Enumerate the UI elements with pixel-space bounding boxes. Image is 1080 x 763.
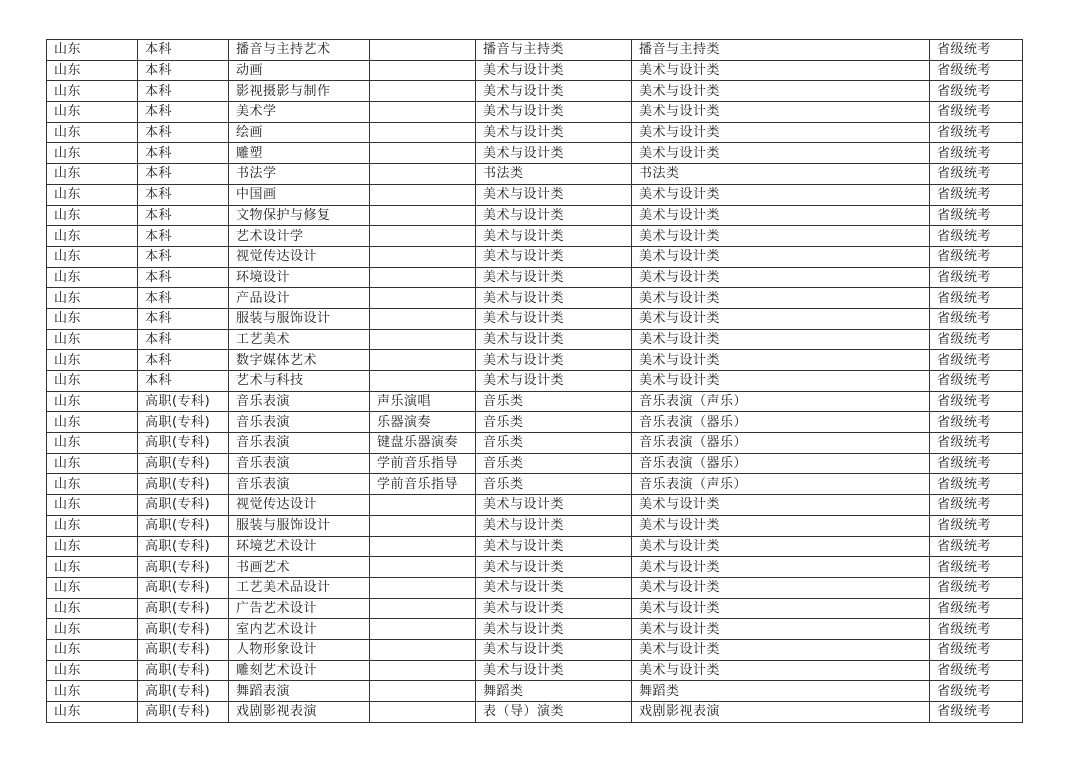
exam-category-cell: 美术与设计类 <box>476 122 632 143</box>
level-cell: 本科 <box>138 184 229 205</box>
exam-form-cell: 省级统考 <box>930 205 1023 226</box>
table-row <box>47 246 1023 267</box>
direction-cell <box>370 702 476 723</box>
level-cell: 高职(专科) <box>138 536 229 557</box>
province-cell: 山东 <box>47 474 138 495</box>
table-row <box>47 184 1023 205</box>
exam-form-cell: 省级统考 <box>930 433 1023 454</box>
exam-form-cell: 省级统考 <box>930 536 1023 557</box>
level-cell: 本科 <box>138 288 229 309</box>
level-cell: 高职(专科) <box>138 702 229 723</box>
major-cell: 音乐表演 <box>229 474 370 495</box>
exam-category-cell: 美术与设计类 <box>476 598 632 619</box>
table-row <box>47 453 1023 474</box>
level-cell: 本科 <box>138 350 229 371</box>
table-row <box>47 122 1023 143</box>
exam-category-cell: 美术与设计类 <box>476 60 632 81</box>
major-cell: 人物形象设计 <box>229 639 370 660</box>
direction-cell <box>370 81 476 102</box>
major-cell: 工艺美术 <box>229 329 370 350</box>
table-row <box>47 143 1023 164</box>
table-row <box>47 164 1023 185</box>
table-body <box>47 40 1023 723</box>
exam-type-cell: 美术与设计类 <box>632 639 930 660</box>
exam-form-cell: 省级统考 <box>930 329 1023 350</box>
exam-type-cell: 美术与设计类 <box>632 619 930 640</box>
table-row <box>47 267 1023 288</box>
level-cell: 本科 <box>138 60 229 81</box>
exam-category-cell: 美术与设计类 <box>476 288 632 309</box>
exam-category-cell: 美术与设计类 <box>476 557 632 578</box>
province-cell: 山东 <box>47 702 138 723</box>
province-cell: 山东 <box>47 412 138 433</box>
province-cell: 山东 <box>47 246 138 267</box>
exam-category-cell: 美术与设计类 <box>476 184 632 205</box>
province-cell: 山东 <box>47 308 138 329</box>
direction-cell <box>370 102 476 123</box>
direction-cell <box>370 288 476 309</box>
direction-cell <box>370 639 476 660</box>
major-cell: 书画艺术 <box>229 557 370 578</box>
province-cell: 山东 <box>47 660 138 681</box>
major-cell: 中国画 <box>229 184 370 205</box>
province-cell: 山东 <box>47 577 138 598</box>
table-row <box>47 433 1023 454</box>
major-cell: 音乐表演 <box>229 453 370 474</box>
level-cell: 高职(专科) <box>138 681 229 702</box>
level-cell: 高职(专科) <box>138 495 229 516</box>
exam-type-cell: 美术与设计类 <box>632 350 930 371</box>
major-cell: 工艺美术品设计 <box>229 577 370 598</box>
major-cell: 美术学 <box>229 102 370 123</box>
exam-form-cell: 省级统考 <box>930 598 1023 619</box>
exam-category-cell: 舞蹈类 <box>476 681 632 702</box>
exam-form-cell: 省级统考 <box>930 246 1023 267</box>
exam-type-cell: 美术与设计类 <box>632 495 930 516</box>
level-cell: 高职(专科) <box>138 660 229 681</box>
exam-form-cell: 省级统考 <box>930 288 1023 309</box>
exam-type-cell: 美术与设计类 <box>632 267 930 288</box>
exam-type-cell: 美术与设计类 <box>632 184 930 205</box>
direction-cell <box>370 205 476 226</box>
direction-cell <box>370 536 476 557</box>
exam-type-cell: 音乐表演（器乐） <box>632 412 930 433</box>
direction-cell: 学前音乐指导 <box>370 453 476 474</box>
exam-type-cell: 播音与主持类 <box>632 40 930 61</box>
exam-type-cell: 音乐表演（器乐） <box>632 453 930 474</box>
exam-category-cell: 美术与设计类 <box>476 143 632 164</box>
table-row <box>47 205 1023 226</box>
province-cell: 山东 <box>47 288 138 309</box>
exam-form-cell: 省级统考 <box>930 681 1023 702</box>
major-cell: 室内艺术设计 <box>229 619 370 640</box>
direction-cell <box>370 40 476 61</box>
province-cell: 山东 <box>47 122 138 143</box>
exam-form-cell: 省级统考 <box>930 267 1023 288</box>
level-cell: 高职(专科) <box>138 453 229 474</box>
exam-type-cell: 音乐表演（声乐） <box>632 391 930 412</box>
exam-form-cell: 省级统考 <box>930 577 1023 598</box>
exam-type-cell: 美术与设计类 <box>632 205 930 226</box>
province-cell: 山东 <box>47 102 138 123</box>
direction-cell <box>370 164 476 185</box>
exam-category-cell: 美术与设计类 <box>476 246 632 267</box>
exam-form-cell: 省级统考 <box>930 619 1023 640</box>
major-cell: 艺术设计学 <box>229 226 370 247</box>
direction-cell <box>370 371 476 392</box>
province-cell: 山东 <box>47 557 138 578</box>
table-row <box>47 350 1023 371</box>
exam-category-cell: 美术与设计类 <box>476 205 632 226</box>
exam-form-cell: 省级统考 <box>930 308 1023 329</box>
exam-form-cell: 省级统考 <box>930 81 1023 102</box>
direction-cell <box>370 143 476 164</box>
major-cell: 广告艺术设计 <box>229 598 370 619</box>
level-cell: 高职(专科) <box>138 412 229 433</box>
table-row <box>47 412 1023 433</box>
major-cell: 音乐表演 <box>229 391 370 412</box>
direction-cell: 声乐演唱 <box>370 391 476 412</box>
province-cell: 山东 <box>47 143 138 164</box>
table-row <box>47 102 1023 123</box>
major-cell: 视觉传达设计 <box>229 495 370 516</box>
major-cell: 书法学 <box>229 164 370 185</box>
major-cell: 舞蹈表演 <box>229 681 370 702</box>
table-row <box>47 619 1023 640</box>
level-cell: 高职(专科) <box>138 577 229 598</box>
province-cell: 山东 <box>47 681 138 702</box>
exam-form-cell: 省级统考 <box>930 391 1023 412</box>
major-cell: 文物保护与修复 <box>229 205 370 226</box>
exam-category-cell: 美术与设计类 <box>476 536 632 557</box>
level-cell: 高职(专科) <box>138 515 229 536</box>
province-cell: 山东 <box>47 536 138 557</box>
major-category-table <box>46 39 1023 723</box>
exam-form-cell: 省级统考 <box>930 371 1023 392</box>
level-cell: 本科 <box>138 205 229 226</box>
level-cell: 本科 <box>138 308 229 329</box>
province-cell: 山东 <box>47 495 138 516</box>
province-cell: 山东 <box>47 267 138 288</box>
exam-category-cell: 美术与设计类 <box>476 577 632 598</box>
exam-category-cell: 音乐类 <box>476 453 632 474</box>
exam-form-cell: 省级统考 <box>930 702 1023 723</box>
direction-cell <box>370 515 476 536</box>
table-row <box>47 681 1023 702</box>
level-cell: 高职(专科) <box>138 619 229 640</box>
exam-category-cell: 音乐类 <box>476 433 632 454</box>
exam-form-cell: 省级统考 <box>930 350 1023 371</box>
exam-type-cell: 美术与设计类 <box>632 143 930 164</box>
level-cell: 本科 <box>138 329 229 350</box>
exam-category-cell: 播音与主持类 <box>476 40 632 61</box>
direction-cell <box>370 184 476 205</box>
direction-cell <box>370 122 476 143</box>
level-cell: 高职(专科) <box>138 474 229 495</box>
exam-category-cell: 美术与设计类 <box>476 308 632 329</box>
exam-type-cell: 美术与设计类 <box>632 329 930 350</box>
major-cell: 产品设计 <box>229 288 370 309</box>
direction-cell <box>370 267 476 288</box>
major-cell: 戏剧影视表演 <box>229 702 370 723</box>
table-row <box>47 660 1023 681</box>
exam-type-cell: 美术与设计类 <box>632 81 930 102</box>
exam-form-cell: 省级统考 <box>930 102 1023 123</box>
table-row <box>47 495 1023 516</box>
direction-cell <box>370 619 476 640</box>
exam-category-cell: 音乐类 <box>476 474 632 495</box>
major-cell: 环境设计 <box>229 267 370 288</box>
exam-form-cell: 省级统考 <box>930 474 1023 495</box>
province-cell: 山东 <box>47 433 138 454</box>
level-cell: 本科 <box>138 102 229 123</box>
direction-cell <box>370 60 476 81</box>
direction-cell: 乐器演奏 <box>370 412 476 433</box>
direction-cell: 键盘乐器演奏 <box>370 433 476 454</box>
exam-form-cell: 省级统考 <box>930 40 1023 61</box>
exam-type-cell: 舞蹈类 <box>632 681 930 702</box>
table-row <box>47 308 1023 329</box>
exam-category-cell: 美术与设计类 <box>476 639 632 660</box>
major-cell: 绘画 <box>229 122 370 143</box>
province-cell: 山东 <box>47 515 138 536</box>
exam-category-cell: 美术与设计类 <box>476 329 632 350</box>
exam-type-cell: 美术与设计类 <box>632 308 930 329</box>
direction-cell <box>370 308 476 329</box>
exam-type-cell: 戏剧影视表演 <box>632 702 930 723</box>
province-cell: 山东 <box>47 81 138 102</box>
exam-type-cell: 音乐表演（声乐） <box>632 474 930 495</box>
level-cell: 高职(专科) <box>138 598 229 619</box>
level-cell: 高职(专科) <box>138 433 229 454</box>
major-cell: 环境艺术设计 <box>229 536 370 557</box>
province-cell: 山东 <box>47 60 138 81</box>
major-cell: 播音与主持艺术 <box>229 40 370 61</box>
province-cell: 山东 <box>47 598 138 619</box>
exam-form-cell: 省级统考 <box>930 557 1023 578</box>
level-cell: 高职(专科) <box>138 639 229 660</box>
exam-form-cell: 省级统考 <box>930 412 1023 433</box>
exam-category-cell: 书法类 <box>476 164 632 185</box>
level-cell: 本科 <box>138 371 229 392</box>
table-row <box>47 577 1023 598</box>
table-row <box>47 329 1023 350</box>
table-row <box>47 598 1023 619</box>
exam-type-cell: 美术与设计类 <box>632 226 930 247</box>
exam-form-cell: 省级统考 <box>930 60 1023 81</box>
exam-form-cell: 省级统考 <box>930 660 1023 681</box>
exam-form-cell: 省级统考 <box>930 495 1023 516</box>
table-row <box>47 474 1023 495</box>
table-row <box>47 371 1023 392</box>
table-row <box>47 226 1023 247</box>
exam-type-cell: 美术与设计类 <box>632 60 930 81</box>
exam-type-cell: 美术与设计类 <box>632 515 930 536</box>
table-row <box>47 639 1023 660</box>
table-row <box>47 536 1023 557</box>
direction-cell <box>370 329 476 350</box>
major-cell: 视觉传达设计 <box>229 246 370 267</box>
level-cell: 本科 <box>138 143 229 164</box>
direction-cell <box>370 350 476 371</box>
exam-type-cell: 美术与设计类 <box>632 598 930 619</box>
province-cell: 山东 <box>47 164 138 185</box>
province-cell: 山东 <box>47 391 138 412</box>
exam-category-cell: 美术与设计类 <box>476 495 632 516</box>
direction-cell <box>370 681 476 702</box>
exam-category-cell: 表（导）演类 <box>476 702 632 723</box>
exam-category-cell: 美术与设计类 <box>476 515 632 536</box>
exam-category-cell: 美术与设计类 <box>476 350 632 371</box>
exam-category-cell: 美术与设计类 <box>476 102 632 123</box>
table-row <box>47 40 1023 61</box>
exam-form-cell: 省级统考 <box>930 453 1023 474</box>
level-cell: 本科 <box>138 267 229 288</box>
level-cell: 本科 <box>138 122 229 143</box>
province-cell: 山东 <box>47 639 138 660</box>
major-cell: 雕刻艺术设计 <box>229 660 370 681</box>
exam-form-cell: 省级统考 <box>930 184 1023 205</box>
major-cell: 影视摄影与制作 <box>229 81 370 102</box>
exam-category-cell: 美术与设计类 <box>476 226 632 247</box>
table-row <box>47 515 1023 536</box>
table-row <box>47 288 1023 309</box>
direction-cell <box>370 598 476 619</box>
major-cell: 雕塑 <box>229 143 370 164</box>
direction-cell <box>370 557 476 578</box>
level-cell: 本科 <box>138 246 229 267</box>
major-cell: 艺术与科技 <box>229 371 370 392</box>
exam-type-cell: 书法类 <box>632 164 930 185</box>
document-page <box>46 39 1023 723</box>
exam-type-cell: 美术与设计类 <box>632 557 930 578</box>
table-row <box>47 557 1023 578</box>
exam-form-cell: 省级统考 <box>930 122 1023 143</box>
province-cell: 山东 <box>47 205 138 226</box>
level-cell: 本科 <box>138 164 229 185</box>
level-cell: 高职(专科) <box>138 391 229 412</box>
exam-form-cell: 省级统考 <box>930 515 1023 536</box>
exam-type-cell: 美术与设计类 <box>632 122 930 143</box>
table-row <box>47 391 1023 412</box>
province-cell: 山东 <box>47 40 138 61</box>
exam-type-cell: 美术与设计类 <box>632 288 930 309</box>
exam-category-cell: 音乐类 <box>476 391 632 412</box>
exam-category-cell: 美术与设计类 <box>476 267 632 288</box>
exam-type-cell: 美术与设计类 <box>632 536 930 557</box>
province-cell: 山东 <box>47 453 138 474</box>
exam-form-cell: 省级统考 <box>930 639 1023 660</box>
exam-type-cell: 美术与设计类 <box>632 102 930 123</box>
major-cell: 音乐表演 <box>229 433 370 454</box>
major-cell: 音乐表演 <box>229 412 370 433</box>
level-cell: 本科 <box>138 81 229 102</box>
exam-form-cell: 省级统考 <box>930 164 1023 185</box>
major-cell: 动画 <box>229 60 370 81</box>
province-cell: 山东 <box>47 371 138 392</box>
level-cell: 高职(专科) <box>138 557 229 578</box>
direction-cell <box>370 226 476 247</box>
exam-type-cell: 音乐表演（器乐） <box>632 433 930 454</box>
exam-category-cell: 美术与设计类 <box>476 660 632 681</box>
exam-category-cell: 美术与设计类 <box>476 81 632 102</box>
direction-cell: 学前音乐指导 <box>370 474 476 495</box>
major-cell: 数字媒体艺术 <box>229 350 370 371</box>
table-row <box>47 81 1023 102</box>
direction-cell <box>370 577 476 598</box>
province-cell: 山东 <box>47 226 138 247</box>
major-cell: 服装与服饰设计 <box>229 515 370 536</box>
province-cell: 山东 <box>47 350 138 371</box>
exam-type-cell: 美术与设计类 <box>632 371 930 392</box>
exam-form-cell: 省级统考 <box>930 143 1023 164</box>
exam-form-cell: 省级统考 <box>930 226 1023 247</box>
province-cell: 山东 <box>47 329 138 350</box>
province-cell: 山东 <box>47 619 138 640</box>
direction-cell <box>370 660 476 681</box>
level-cell: 本科 <box>138 40 229 61</box>
exam-category-cell: 美术与设计类 <box>476 371 632 392</box>
exam-category-cell: 美术与设计类 <box>476 619 632 640</box>
direction-cell <box>370 495 476 516</box>
province-cell: 山东 <box>47 184 138 205</box>
major-cell: 服装与服饰设计 <box>229 308 370 329</box>
exam-type-cell: 美术与设计类 <box>632 660 930 681</box>
level-cell: 本科 <box>138 226 229 247</box>
direction-cell <box>370 246 476 267</box>
table-row <box>47 60 1023 81</box>
exam-type-cell: 美术与设计类 <box>632 246 930 267</box>
exam-category-cell: 音乐类 <box>476 412 632 433</box>
exam-type-cell: 美术与设计类 <box>632 577 930 598</box>
table-row <box>47 702 1023 723</box>
